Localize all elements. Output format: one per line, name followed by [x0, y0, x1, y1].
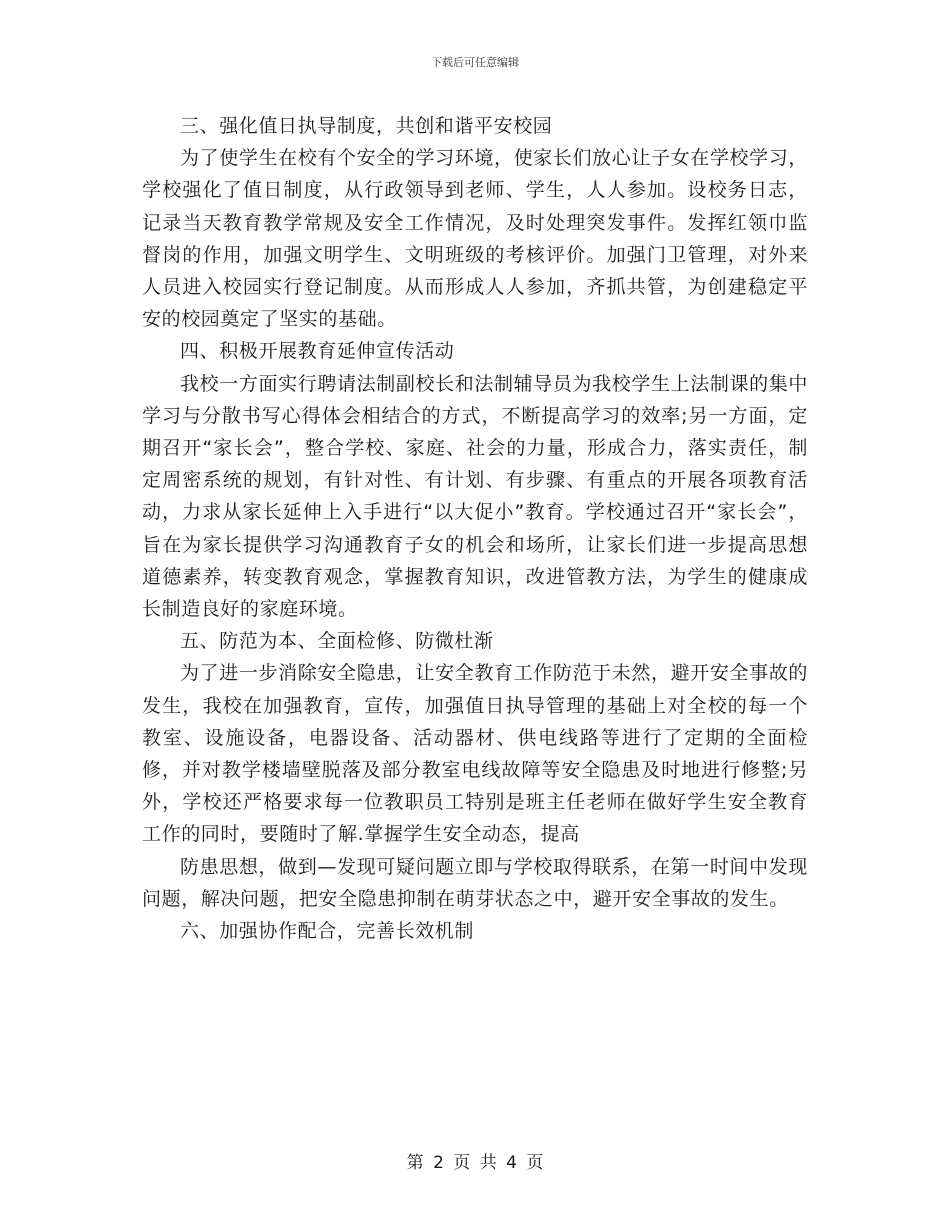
paragraph: 为了进一步消除安全隐患，让安全教育工作防范于未然，避开安全事故的发生，我校在加强教育，宣传，加强值日执导管理的基础上对全校的每一个教室、设施设备，电器设备、活动器材、供电线路等进行了定期的全面检修，并对教学楼墙壁脱落及部分教室电线故障等安全隐患及时地进行修整;另外，学校还严格要求每一位教职员工特别是班主任老师在做好学生安全教育工作的同时，要随时了解.掌握学生安全动态，提高: [142, 662, 808, 846]
document-body: [142, 110, 808, 947]
paragraph: 我校一方面实行聘请法制副校长和法制辅导员为我校学生上法制课的集中学习与分散书写心得体会相结合的方式，不断提高学习的效率;另一方面，定期召开“家长会”，整合学校、家庭、社会的力量，形成合力，落实责任，制定周密系统的规划，有针对性、有计划、有步骤、有重点的开展各项教育活动，力求从家长延伸上入手进行“以大促小”教育。学校通过召开“家长会”，旨在为家长提供学习沟通教育子女的机会和场所，让家长们进一步提高思想道德素养，转变教育观念，掌握教育知识，改进管教方法，为学生的健康成长制造良好的家庭环境。: [142, 372, 808, 621]
section-heading-4: 四、积极开展教育延伸宣传活动: [180, 340, 455, 363]
page-header: 下载后可任意编辑: [431, 56, 519, 69]
section-heading-3: 三、强化值日执导制度，共创和谐平安校园: [180, 115, 553, 137]
page-footer: 第 2 页 共 4 页: [406, 1153, 544, 1173]
paragraph: 防患思想，做到—发现可疑问题立即与学校取得联系，在第一时间中发现问题，解决问题，把安全隐患抑制在萌芽状态之中，避开安全事故的发生。: [142, 855, 808, 910]
paragraph: 为了使学生在校有个安全的学习环境，使家长们放心让子女在学校学习，学校强化了值日制度，从行政领导到老师、学生，人人参加。设校务日志，记录当天教育教学常规及安全工作情况，及时处理突发事件。发挥红领巾监督岗的作用，加强文明学生、文明班级的考核评价。加强门卫管理，对外来人员进入校园实行登记制度。从而形成人人参加，齐抓共管，为创建稳定平安的校园奠定了坚实的基础。: [142, 147, 808, 331]
section-heading-5: 五、防范为本、全面检修、防微杜渐: [180, 630, 494, 653]
section-heading-6: 六、加强协作配合，完善长效机制: [180, 920, 475, 943]
